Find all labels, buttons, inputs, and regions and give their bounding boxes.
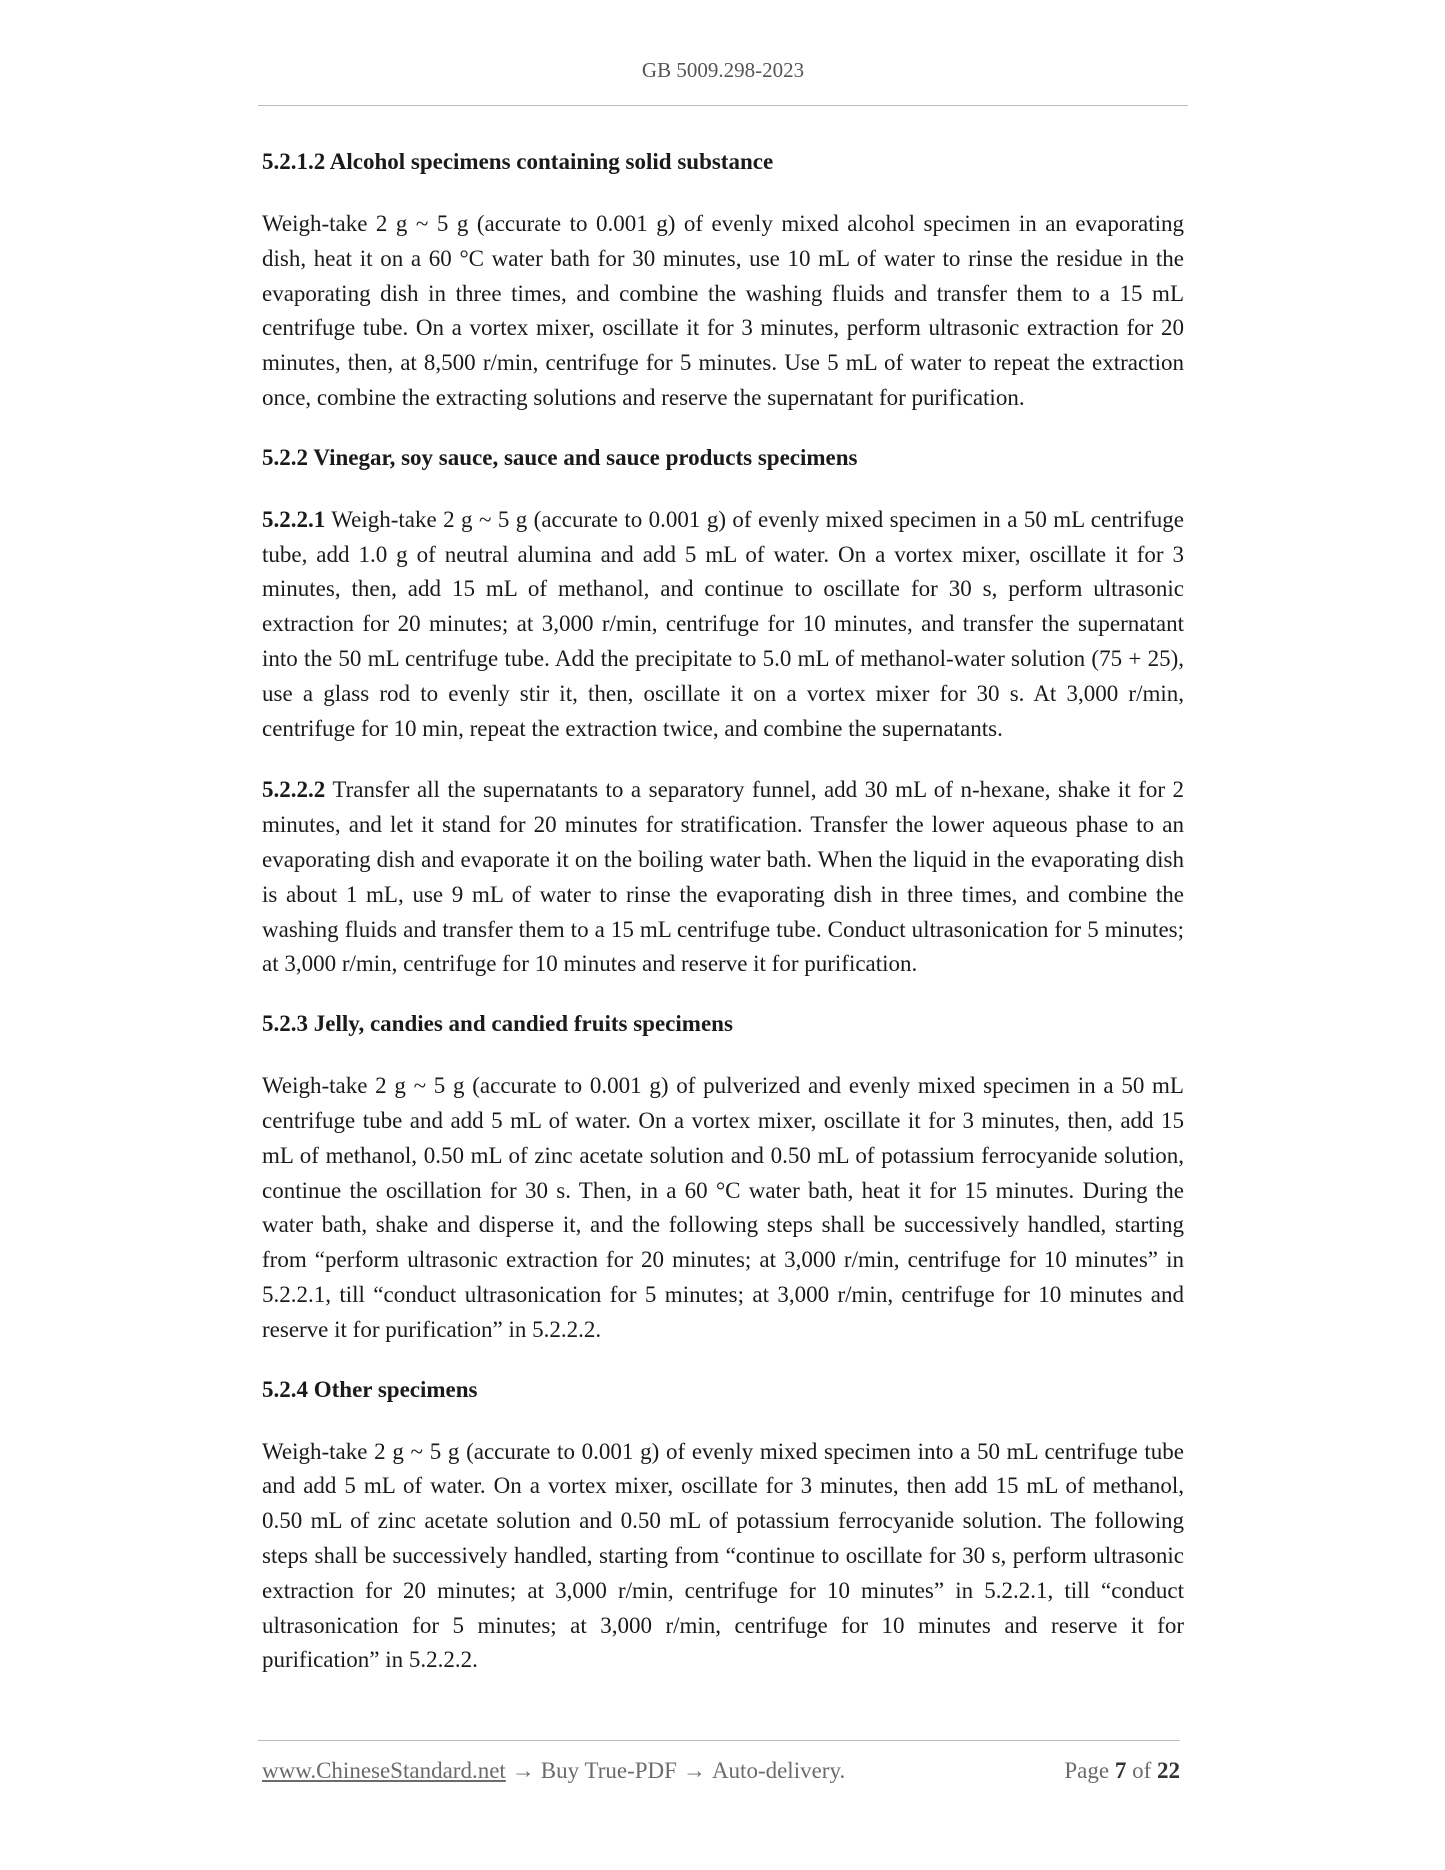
footer-promo <box>262 1758 845 1784</box>
site-link[interactable]: www.ChineseStandard.net <box>262 1758 506 1783</box>
page-label: Page <box>1064 1758 1110 1783</box>
clause-number: 5.2.2.1 <box>262 506 326 532</box>
clause-text: Transfer all the supernatants to a separatory funnel, add 30 mL of n-hexane, shake it for 2 minutes, and let it stand for 20 minutes for stratification. Transfer the lower aqueous phase to an evaporating dish and evaporate it on the boiling water bath. When the liquid in the evaporating dish is about 1 mL, use 9 mL of water to rinse the evaporating dish in three times, and combine the washing fluids and transfer them to a 15 mL centrifuge tube. Conduct ultrasonication for 5 minutes; at 3,000 r/min, centrifuge for 10 minutes and reserve it for purification. <box>262 777 1184 977</box>
paragraph-5-2-3: Weigh-take 2 g ~ 5 g (accurate to 0.001 g) of pulverized and evenly mixed specimen in a 50 mL centrifuge tube and add 5 mL of water. On a vortex mixer, oscillate it for 3 minutes, then, add 15 mL of methanol, 0.50 mL of zinc acetate solution and 0.50 mL of potassium ferrocyanide solution, continue the oscillation for 30 s. Then, in a 60 °C water bath, heat it for 15 minutes. During the water bath, shake and disperse it, and the following steps shall be successively handled, starting from “perform ultrasonic extraction for 20 minutes; at 3,000 r/min, centrifuge for 10 minutes” in 5.2.2.1, till “conduct ultrasonication for 5 minutes; at 3,000 r/min, centrifuge for 10 minutes and reserve it for purification” in 5.2.2.2. <box>262 1073 1184 1342</box>
page-current: 7 <box>1114 1758 1127 1783</box>
arrow-right-icon: → <box>682 1758 706 1783</box>
paragraph-5-2-2-2 <box>262 773 1184 982</box>
document-header-title: GB 5009.298-2023 <box>641 58 805 82</box>
footer-divider <box>258 1740 1180 1741</box>
section-heading-5-2-2: 5.2.2 Vinegar, soy sauce, sauce and sauce products specimens <box>262 444 858 470</box>
of-label: of <box>1132 1758 1152 1783</box>
section-heading-5-2-4: 5.2.4 Other specimens <box>262 1376 478 1402</box>
buy-true-pdf-text: Buy True-PDF <box>540 1758 677 1783</box>
section-heading-5-2-1-2: 5.2.1.2 Alcohol specimens containing solid substance <box>262 149 774 174</box>
section-heading-5-2-3: 5.2.3 Jelly, candies and candied fruits specimens <box>262 1011 733 1037</box>
arrow-right-icon: → <box>511 1758 535 1783</box>
page-total: 22 <box>1157 1758 1180 1783</box>
clause-number: 5.2.2.2 <box>262 777 326 803</box>
paragraph-5-2-1-2: Weigh-take 2 g ~ 5 g (accurate to 0.001 g) of evenly mixed alcohol specimen in an evaporating dish, heat it on a 60 °C water bath for 30 minutes, use 10 mL of water to rinse the residue in the evaporating dish in three times, and combine the washing fluids and transfer them to a 15 mL centrifuge tube. On a vortex mixer, oscillate it for 3 minutes, perform ultrasonic extraction for 20 minutes, then, at 8,500 r/min, centrifuge for 5 minutes. Use 5 mL of water to repeat the extraction once, combine the extracting solutions and reserve the supernatant for purification. <box>262 211 1184 410</box>
header-divider <box>258 105 1188 106</box>
auto-delivery-text: Auto-delivery. <box>711 1758 846 1783</box>
document-body <box>262 147 1184 1705</box>
clause-text: Weigh-take 2 g ~ 5 g (accurate to 0.001 g) of evenly mixed specimen in a 50 mL centrifuge tube, add 1.0 g of neutral alumina and add 5 mL of water. On a vortex mixer, oscillate it for 3 minutes, then, add 15 mL of methanol, and continue to oscillate for 30 s, perform ultrasonic extraction for 20 minutes; at 3,000 r/min, centrifuge for 10 minutes, and transfer the supernatant into the 50 mL centrifuge tube. Add the precipitate to 5.0 mL of methanol-water solution (75 + 25), use a glass rod to evenly stir it, then, oscillate it on a vortex mixer for 30 s. At 3,000 r/min, centrifuge for 10 min, repeat the extraction twice, and combine the supernatants. <box>262 506 1184 741</box>
paragraph-5-2-2-1 <box>262 503 1184 747</box>
page-number <box>1064 1758 1180 1784</box>
paragraph-5-2-4: Weigh-take 2 g ~ 5 g (accurate to 0.001 g) of evenly mixed specimen into a 50 mL centrifuge tube and add 5 mL of water. On a vortex mixer, oscillate for 3 minutes, then add 15 mL of methanol, 0.50 mL of zinc acetate solution and 0.50 mL of potassium ferrocyanide solution. The following steps shall be successively handled, starting from “continue to oscillate for 30 s, perform ultrasonic extraction for 20 minutes; at 3,000 r/min, centrifuge for 10 minutes” in 5.2.2.1, till “conduct ultrasonication for 5 minutes; at 3,000 r/min, centrifuge for 10 minutes and reserve it for purification” in 5.2.2.2. <box>262 1438 1184 1673</box>
